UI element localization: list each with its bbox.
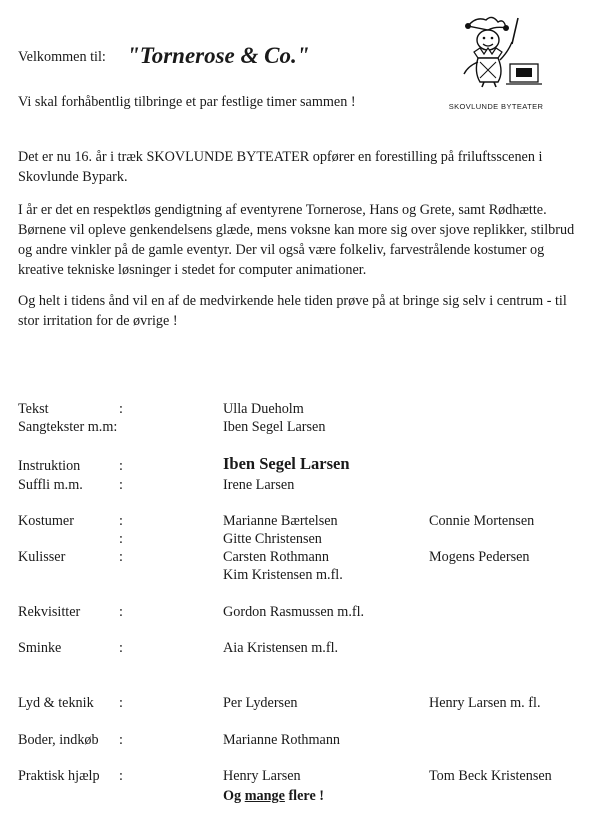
intro-paragraph: Det er nu 16. år i træk SKOVLUNDE BYTEATER opfører en forestilling på friluftsscenen i Skovlunde Bypark. [18, 149, 543, 185]
credit-colon: : [119, 477, 123, 493]
credit-name-secondary: Tom Beck Kristensen [429, 768, 552, 784]
credit-label: Instruktion [18, 458, 81, 474]
credit-name-secondary: Connie Mortensen [429, 513, 535, 529]
credit-name: Iben Segel Larsen [223, 419, 326, 435]
jester-figure-icon [446, 12, 546, 88]
credit-colon: : [119, 768, 123, 784]
closing-emphasis: mange [244, 788, 285, 804]
credit-label: Boder, indkøb [18, 732, 99, 748]
credit-name-director: Iben Segel Larsen [223, 454, 350, 473]
credit-colon: : [119, 640, 123, 656]
credit-colon: : [119, 549, 123, 565]
credit-name: Carsten Rothmann [223, 549, 329, 565]
subline-text: Vi skal forhåbentlig tilbringe et par festlige timer sammen ! [18, 94, 356, 110]
credit-name: Per Lydersen [223, 695, 298, 711]
credit-label: Kulisser [18, 549, 66, 565]
credit-name-secondary: Mogens Pedersen [429, 549, 530, 565]
credit-colon: : [119, 513, 123, 529]
credit-colon: : [119, 401, 123, 417]
credit-name: Henry Larsen [223, 768, 301, 784]
credit-colon: : [119, 531, 123, 547]
credit-label: Praktisk hjælp [18, 768, 100, 784]
closing-after: flere ! [284, 788, 325, 804]
credit-colon: : [119, 732, 123, 748]
closing-paragraph: Og helt i tidens ånd vil en af de medvirkende hele tiden prøve på at bringe sig selv i centrum - til stor irritation for de øvrige ! [18, 293, 567, 329]
closing-before: Og [223, 788, 245, 804]
credit-label: Suffli m.m. [18, 477, 83, 493]
credit-name: Ulla Dueholm [223, 401, 304, 417]
credit-name-secondary: Henry Larsen m. fl. [429, 695, 541, 711]
logo-caption: SKOVLUNDE BYTEATER [448, 102, 544, 111]
credit-name: Marianne Bærtelsen [223, 513, 338, 529]
credit-label: Lyd & teknik [18, 695, 94, 711]
credit-colon: : [119, 458, 123, 474]
credit-colon: : [119, 604, 123, 620]
credit-name: Gitte Christensen [223, 531, 322, 547]
welcome-label: Velkommen til: [18, 49, 106, 65]
credit-name: Gordon Rasmussen m.fl. [223, 604, 365, 620]
closing-line [223, 787, 324, 805]
description-paragraph: I år er det en respektløs gendigtning af eventyrene Tornerose, Hans og Grete, samt Rødhætte. Børnene vil opleve genkendelsens glæde, mens voksne kan more sig over sjove replikker, stilbrud og andre vinkler på de gamle eventyr. Der vil også være folkeliv, farvestrålende kostumer og kreative tekniske løsninger i stedet for computer animationer. [18, 202, 575, 278]
credit-name: Irene Larsen [223, 477, 295, 493]
credits-list [0, 398, 600, 818]
credit-label: Sangtekster m.m: [18, 419, 118, 435]
credit-label: Sminke [18, 640, 62, 656]
play-title: "Tornerose & Co." [127, 43, 310, 68]
credit-label: Kostumer [18, 513, 74, 529]
credit-name: Marianne Rothmann [223, 732, 341, 748]
credit-name: Aia Kristensen m.fl. [223, 640, 339, 656]
credit-label: Tekst [18, 401, 49, 417]
credit-label: Rekvisitter [18, 604, 81, 620]
credit-name: Kim Kristensen m.fl. [223, 567, 343, 583]
credit-colon: : [119, 695, 123, 711]
